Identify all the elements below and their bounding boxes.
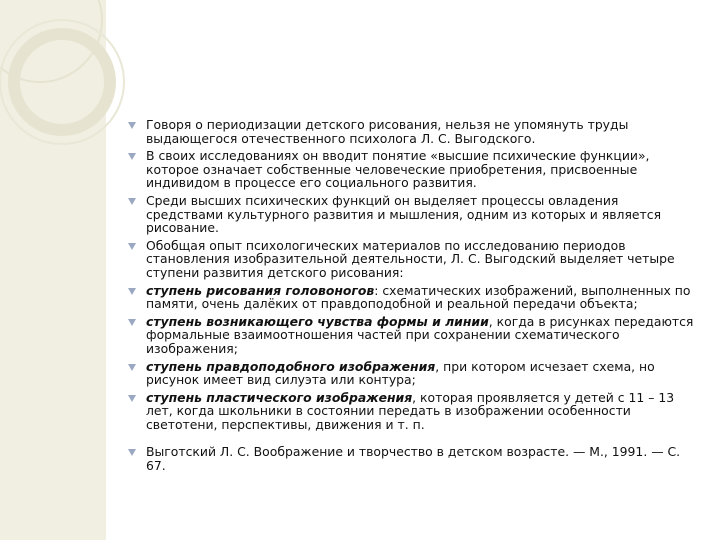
stage-term: ступень правдоподобного изображения (146, 358, 436, 374)
bullet-item-reference (128, 445, 698, 472)
item-text: Говоря о периодизации детского рисования, нельзя не упомянуть труды выдающегося отечественного психолога Л. С. Выгодского. (146, 117, 629, 146)
ring-thick (14, 34, 110, 130)
stage-term: ступень возникающего чувства формы и линии (146, 313, 489, 329)
bullet-triangle-icon (128, 319, 136, 326)
stage-term: ступень рисования головоногов (146, 282, 375, 298)
bullet-item-5 (128, 284, 698, 311)
bullet-item-8 (128, 391, 698, 432)
item-text: В своих исследованиях он вводит понятие «высшие психические функции», которое означает собственные человеческие приобретения, присвоенные индивидом в процессе его социального развития. (146, 148, 650, 191)
bullet-triangle-icon (128, 288, 136, 295)
item-text: , когда в рисунках передаются формальные взаимоотношения частей при сохранении схематического изображения; (146, 313, 694, 356)
item-text: Среди высших психических функций он выделяет процессы овладения средствами культурного развития и мышления, одним из которых и является рисование. (146, 192, 662, 236)
bullet-item-4 (128, 239, 698, 280)
bullet-item-6 (128, 315, 698, 356)
stage-term: ступень пластического изображения (146, 389, 413, 405)
bullet-triangle-icon (128, 449, 136, 456)
bullet-item-1 (128, 118, 698, 145)
bullet-item-2 (128, 149, 698, 190)
decorative-rings (0, 0, 130, 200)
item-text: Обобщая опыт психологических материалов по исследованию периодов становления изобразительной деятельности, Л. С. Выгодский выделяет четыре ступени развития детского рисования: (146, 237, 675, 280)
bullet-triangle-icon (128, 243, 136, 250)
bullet-triangle-icon (128, 153, 136, 160)
bullet-triangle-icon (128, 395, 136, 402)
reference-text: Выготский Л. С. Воображение и творчество в детском возрасте. — М., 1991. — С. 67. (146, 444, 681, 474)
slide-content (128, 118, 698, 477)
item-text: : схематических изображений, выполненных по памяти, очень далёких от правдоподобной и реальной передачи объекта; (146, 282, 691, 312)
item-text: , при котором исчезает схема, но рисунок имеет вид силуэта или контура; (146, 358, 655, 388)
bullet-triangle-icon (128, 122, 136, 129)
bullet-item-7 (128, 360, 698, 387)
bullet-item-3 (128, 194, 698, 235)
bullet-triangle-icon (128, 364, 136, 371)
bullet-triangle-icon (128, 198, 136, 205)
item-text: , которая проявляется у детей с 11 – 13 лет, когда школьники в состоянии передать в изображении особенности светотени, перспективы, движения и т. п. (146, 389, 675, 432)
